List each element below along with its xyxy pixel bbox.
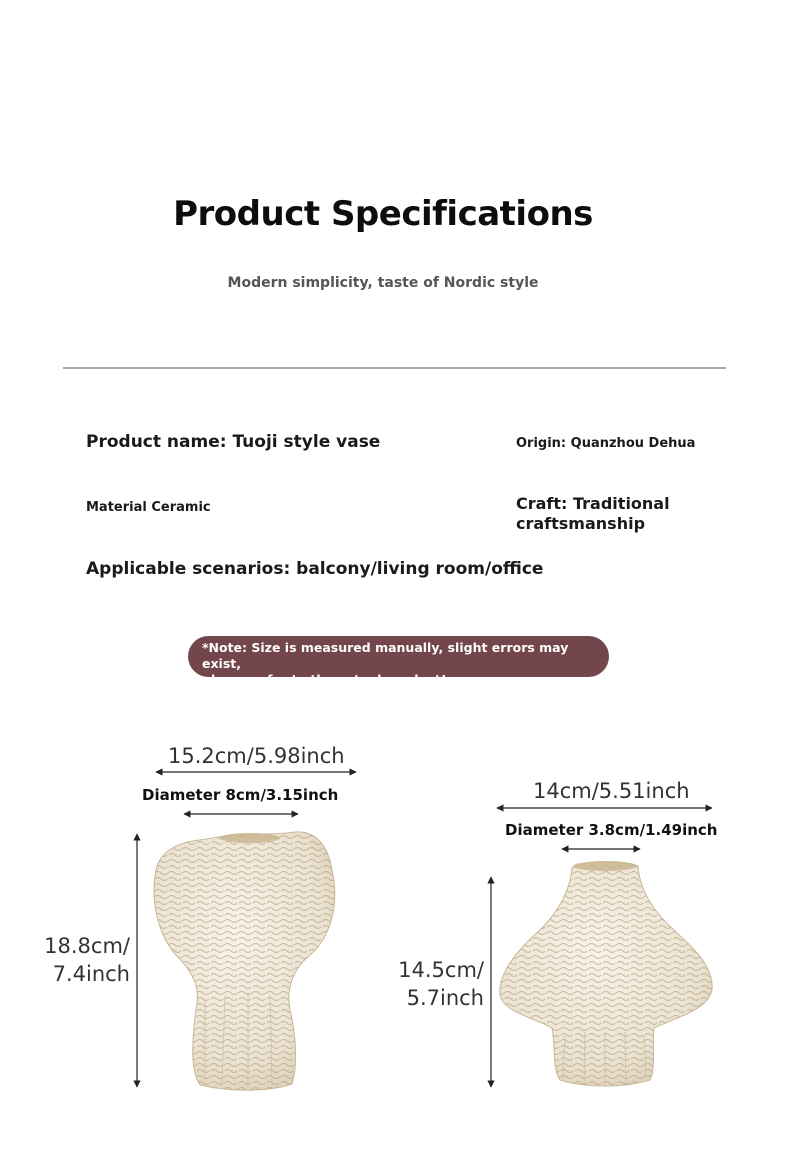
- note-line1: *Note: Size is measured manually, slight errors may exist,: [202, 640, 569, 671]
- right-vase-width-label: 14cm/5.51inch: [533, 779, 690, 803]
- right-vase-diameter-label: Diameter 3.8cm/1.49inch: [505, 821, 718, 839]
- left-vase: [154, 832, 335, 1090]
- spec-craft-line1: Craft: Traditional: [516, 494, 670, 513]
- spec-origin: Origin: Quanzhou Dehua: [516, 436, 696, 451]
- spec-material: Material Ceramic: [86, 500, 211, 515]
- vase-illustrations: [0, 700, 790, 1120]
- divider: [63, 367, 726, 369]
- page-subtitle: Modern simplicity, taste of Nordic style: [227, 275, 539, 291]
- spec-scenarios: Applicable scenarios: balcony/living room/office: [86, 559, 544, 579]
- right-vase: [500, 861, 712, 1086]
- spec-craft-line2: craftsmanship: [516, 514, 646, 533]
- left-vase-height-line1: 18.8cm/: [44, 934, 130, 958]
- right-vase-height-line2: 5.7inch: [406, 986, 484, 1010]
- right-vase-height-line1: 14.5cm/: [398, 958, 484, 982]
- left-vase-height-line2: 7.4inch: [52, 962, 130, 986]
- page-title: Product Specifications: [173, 194, 593, 234]
- note-line2: please refer to the actual product!: [202, 672, 447, 687]
- left-vase-width-label: 15.2cm/5.98inch: [168, 744, 345, 768]
- spec-craft: [516, 494, 670, 534]
- left-vase-diameter-label: Diameter 8cm/3.15inch: [142, 786, 339, 804]
- spec-product-name: Product name: Tuoji style vase: [86, 432, 381, 452]
- size-note-badge: [188, 636, 609, 687]
